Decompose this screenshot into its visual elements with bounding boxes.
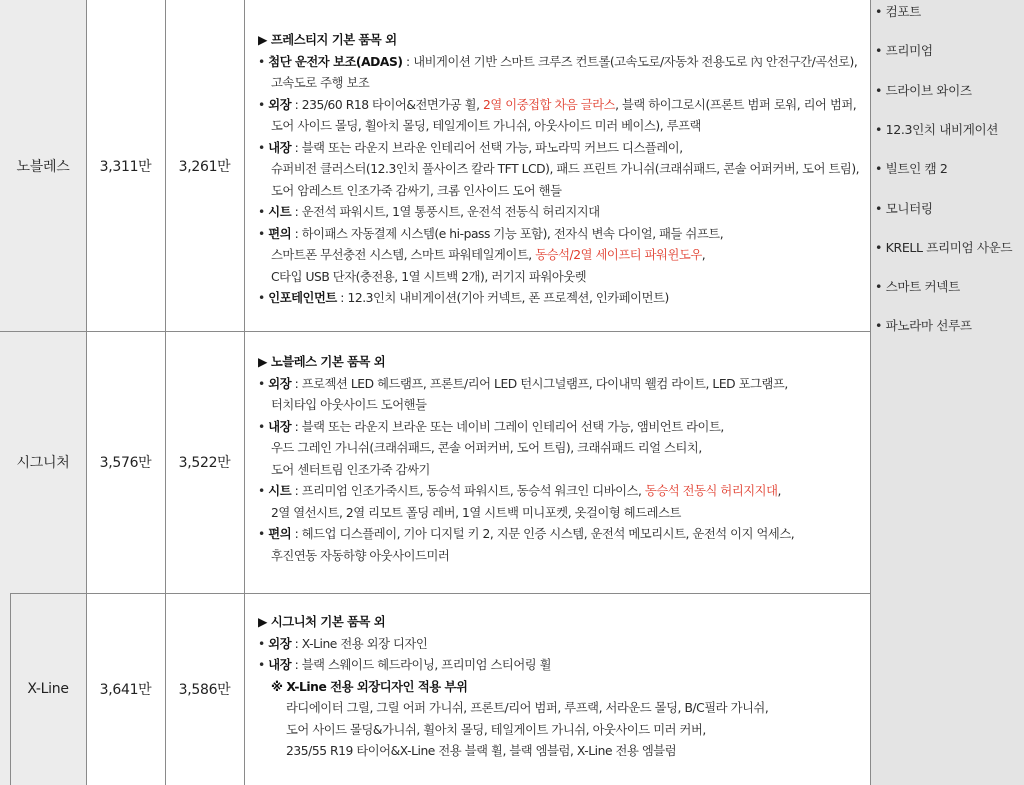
feature-line — [258, 202, 859, 224]
feature-line — [258, 73, 859, 95]
highlight-text: 동승석 전동식 허리지지대 — [644, 484, 778, 498]
feature-text: 터치타입 아웃사이드 도어핸들 — [271, 398, 427, 412]
option-item: • 빌트인 캠 2 — [875, 161, 948, 177]
bullet: • — [258, 226, 269, 241]
feature-line — [258, 460, 794, 482]
feature-line — [258, 52, 859, 74]
feature-text: 우드 그레인 가니쉬(크래쉬패드, 콘솔 어퍼커버, 도어 트림), 크래쉬패드 리얼 스티치, — [271, 441, 702, 455]
price-cell — [86, 0, 165, 331]
feature-line: 라디에이터 그릴, 그릴 어퍼 가니쉬, 프론트/리어 범퍼, 루프랙, 서라운드 몰딩, B/C필라 가니쉬, — [286, 701, 769, 715]
option-item: • 드라이브 와이즈 — [875, 82, 972, 98]
section-heading: ▶ 프레스티지 기본 품목 외 — [258, 33, 397, 47]
option-column-bg — [871, 0, 1024, 785]
grid-line — [244, 0, 245, 785]
price-cell — [165, 593, 244, 785]
trim-name-text: 노블레스 — [16, 158, 70, 175]
trim-name — [0, 0, 86, 331]
feature-line — [258, 438, 794, 460]
price-cell — [165, 0, 244, 331]
bullet: • — [258, 140, 269, 155]
feature-text: , 블랙 하이그로시(프론트 범퍼 로워, 리어 범퍼, — [615, 97, 857, 112]
feature-line — [258, 524, 794, 546]
feature-line — [258, 224, 859, 246]
feature-line — [258, 159, 859, 181]
grid-line — [10, 593, 871, 594]
highlight-text: 동승석/2열 세이프티 파워윈도우 — [535, 248, 702, 262]
feature-description — [258, 352, 794, 567]
feature-text: : 운전석 파워시트, 1열 통풍시트, 운전석 전동식 허리지지대 — [291, 205, 600, 219]
option-item: • 파노라마 선루프 — [875, 318, 972, 334]
price-text: 3,641만 — [99, 682, 152, 698]
bullet: • — [258, 419, 269, 434]
feature-text: : 내비게이션 기반 스마트 크루즈 컨트롤(고속도로/자동차 전용도로 內 안전구간/곡선로), — [402, 54, 858, 69]
feature-text: : 블랙 스웨이드 헤드라이닝, 프리미엄 스티어링 휠 — [291, 658, 552, 672]
feature-line: 235/55 R19 타이어&X-Line 전용 블랙 휠, 블랙 엠블럼, X-Line 전용 엠블럼 — [286, 744, 677, 758]
feature-label: 외장 — [268, 636, 292, 651]
bullet: • — [258, 205, 269, 219]
highlight-text: 2열 이중접합 차음 글라스 — [483, 97, 616, 112]
bullet: • — [258, 376, 269, 391]
bullet: • — [258, 291, 269, 305]
feature-label: 첨단 운전자 보조(ADAS) — [268, 54, 403, 69]
feature-text: 스마트폰 무선충전 시스템, 스마트 파워테일게이트, — [271, 248, 536, 262]
feature-label: 시트 — [268, 205, 292, 219]
feature-text: 후진연동 자동하향 아웃사이드미러 — [271, 548, 450, 563]
feature-text: 슈퍼비전 클러스터(12.3인치 풀사이즈 칼라 TFT LCD), 패드 프린트 가니쉬(크래쉬패드, 콘솔 어퍼커버, 도어 트림), — [271, 162, 860, 176]
feature-text: , — [701, 248, 706, 262]
bullet: • — [258, 484, 269, 498]
feature-text: C타입 USB 단자(충전용, 1열 시트백 2개), 러기지 파워아웃렛 — [271, 269, 587, 284]
feature-text: : X-Line 전용 외장 디자인 — [291, 636, 428, 651]
grid-line — [165, 0, 166, 785]
feature-text: : 프로젝션 LED 헤드램프, 프론트/리어 LED 턴시그널램프, 다이내믹 웰컴 라이트, LED 포그램프, — [291, 376, 788, 391]
feature-line — [258, 417, 794, 439]
feature-line — [258, 374, 794, 396]
feature-text: : 헤드업 디스플레이, 기아 디지털 키 2, 지문 인증 시스템, 운전석 메모리시트, 운전석 이지 억세스, — [291, 527, 795, 541]
feature-line — [258, 116, 859, 138]
feature-label: 외장 — [268, 97, 292, 112]
feature-text: 2열 열선시트, 2열 리모트 폴딩 레버, 1열 시트백 미니포켓, 옷걸이형 헤드레스트 — [271, 505, 681, 520]
feature-line — [258, 138, 859, 160]
option-item: • 컴포트 — [875, 4, 921, 19]
option-item: • 스마트 커넥트 — [875, 279, 960, 295]
price-text: 3,311만 — [99, 158, 152, 175]
feature-text: : 프리미엄 인조가죽시트, 동승석 파워시트, 동승석 워크인 디바이스, — [291, 484, 645, 498]
grid-line — [86, 0, 87, 785]
option-item: • 프리미엄 — [875, 43, 933, 59]
feature-line — [258, 267, 859, 289]
option-item: • 모니터링 — [875, 200, 933, 216]
feature-label: 내장 — [268, 658, 292, 672]
feature-text: 도어 사이드 몰딩, 휠아치 몰딩, 테일게이트 가니쉬, 아웃사이드 미러 베이스), 루프랙 — [271, 119, 701, 133]
bullet: • — [258, 636, 269, 651]
feature-text: : 하이패스 자동결제 시스템(e hi-pass 기능 포함), 전자식 변속 다이얼, 패들 쉬프트, — [291, 226, 724, 241]
trim-name — [10, 593, 86, 785]
grid-line — [10, 593, 11, 785]
feature-line — [258, 655, 768, 677]
trim-name-text: X-Line — [27, 681, 69, 697]
price-cell — [86, 331, 165, 593]
feature-line — [258, 503, 794, 525]
feature-text: : 블랙 또는 라운지 브라운 인테리어 선택 가능, 파노라믹 커브드 디스플레이, — [291, 140, 683, 155]
note-heading: ※ X-Line 전용 외장디자인 적용 부위 — [271, 679, 468, 694]
price-cell — [165, 331, 244, 593]
price-text: 3,261만 — [178, 158, 231, 175]
feature-label: 인포테인먼트 — [268, 291, 337, 305]
option-item: • 12.3인치 내비게이션 — [875, 121, 999, 137]
price-text: 3,576만 — [99, 455, 152, 471]
feature-line — [258, 288, 859, 310]
feature-description — [258, 30, 859, 310]
feature-description — [258, 612, 768, 763]
trim-name-text: 시그니처 — [16, 455, 70, 471]
price-text: 3,522만 — [178, 455, 231, 471]
feature-label: 편의 — [268, 527, 292, 541]
feature-text: : 블랙 또는 라운지 브라운 또는 네이비 그레이 인테리어 선택 가능, 앰비언트 라이트, — [291, 419, 724, 434]
trim-name — [0, 331, 86, 593]
feature-label: 내장 — [268, 419, 292, 434]
feature-line — [258, 634, 768, 656]
option-item: • KRELL 프리미엄 사운드 — [875, 239, 1013, 255]
feature-label: 외장 — [268, 376, 292, 391]
feature-label: 시트 — [268, 484, 292, 498]
feature-text: , — [777, 484, 782, 498]
grid-line — [0, 331, 871, 332]
bullet: • — [258, 658, 269, 672]
bullet: • — [258, 54, 269, 69]
price-cell — [86, 593, 165, 785]
section-heading: ▶ 노블레스 기본 품목 외 — [258, 355, 386, 369]
feature-text: 고속도로 주행 보조 — [271, 76, 370, 90]
feature-label: 내장 — [268, 140, 292, 155]
feature-label: 편의 — [268, 226, 292, 241]
feature-line — [258, 95, 859, 117]
bullet: • — [258, 97, 269, 112]
grid-line — [870, 0, 871, 785]
price-text: 3,586만 — [178, 682, 231, 698]
feature-line: 도어 사이드 몰딩&가니쉬, 휠아치 몰딩, 테일게이트 가니쉬, 아웃사이드 미러 커버, — [286, 722, 706, 737]
feature-text: 도어 센터트림 인조가죽 감싸기 — [271, 462, 430, 477]
feature-line — [258, 181, 859, 203]
feature-text: : 235/60 R18 타이어&전면가공 휠, — [291, 97, 484, 112]
bullet: • — [258, 527, 269, 541]
feature-text: 도어 암레스트 인조가죽 감싸기, 크롬 인사이드 도어 핸들 — [271, 183, 562, 198]
feature-line — [258, 245, 859, 267]
feature-line — [258, 546, 794, 568]
feature-line — [258, 481, 794, 503]
feature-line — [258, 395, 794, 417]
section-heading: ▶ 시그니처 기본 품목 외 — [258, 615, 386, 629]
feature-text: : 12.3인치 내비게이션(기아 커넥트, 폰 프로젝션, 인카페이먼트) — [336, 291, 669, 305]
